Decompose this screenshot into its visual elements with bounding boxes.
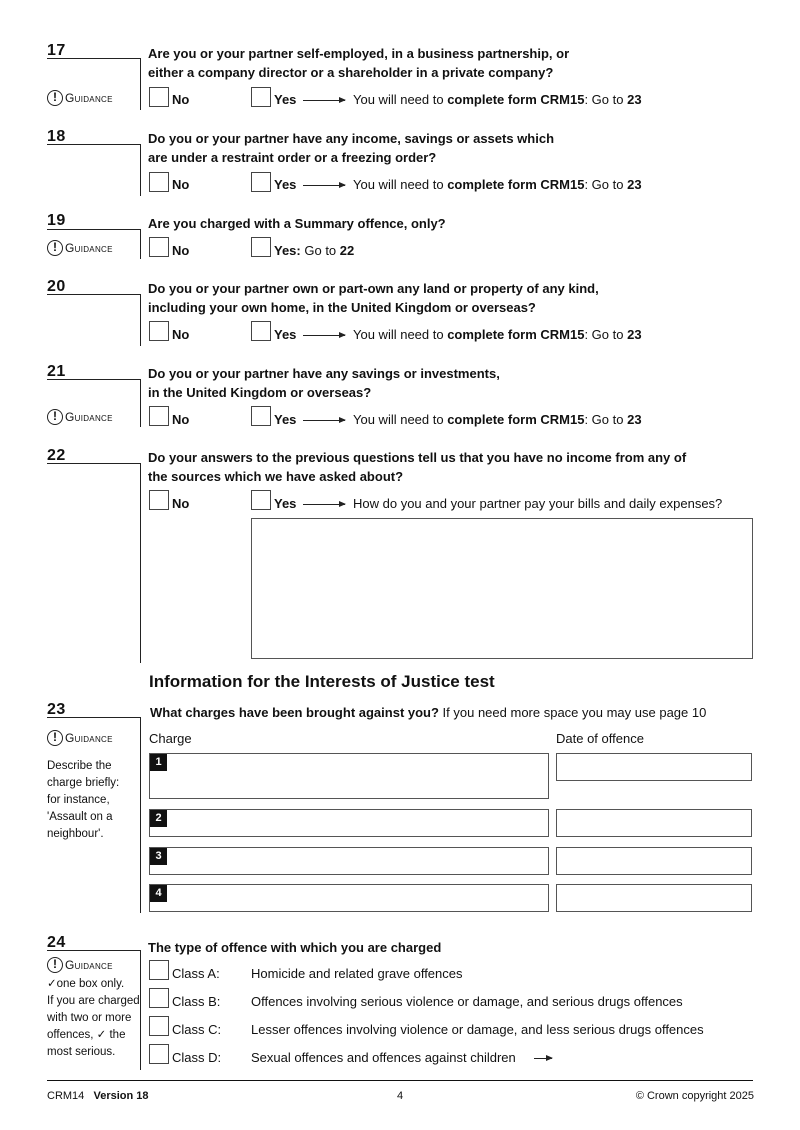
q22-instruction: How do you and your partner pay your bills and daily expenses? [353, 496, 723, 511]
class-c-label: Class C: [172, 1022, 222, 1037]
row-number: 4 [150, 885, 167, 902]
charge-column-label: Charge [149, 731, 192, 746]
class-b-description: Offences involving serious violence or damage, and serious drugs offences [251, 994, 683, 1009]
footer-form-id: CRM14 Version 18 [47, 1090, 149, 1102]
question-number-24: 24 [47, 934, 66, 951]
class-c-checkbox[interactable] [149, 1016, 169, 1036]
guidance-link-23[interactable]: ! Guidance [47, 730, 113, 746]
q19-no-label: No [172, 243, 190, 258]
arrow-icon [303, 420, 345, 421]
guidance-link-17[interactable]: ! Guidance [47, 90, 113, 106]
arrow-icon [303, 185, 345, 186]
q19-no-checkbox[interactable] [149, 237, 169, 257]
q20-no-label: No [172, 327, 190, 342]
q17-yes-label: Yes [274, 92, 297, 107]
q20-instruction: You will need to complete form CRM15: Go to 23 [353, 327, 642, 342]
question-number-21: 21 [47, 363, 66, 380]
q21-yes-label: Yes [274, 412, 297, 427]
charge-4-input[interactable] [149, 884, 549, 912]
guidance-link-24[interactable]: ! Guidance [47, 957, 113, 973]
q22-no-label: No [172, 496, 190, 511]
question-22-divider [140, 463, 141, 663]
arrow-icon [303, 100, 345, 101]
class-a-checkbox[interactable] [149, 960, 169, 980]
row-number: 3 [150, 848, 167, 865]
question-24-divider [140, 950, 141, 1070]
question-19-text: Are you charged with a Summary offence, only? [148, 216, 446, 231]
exclamation-icon: ! [47, 90, 63, 106]
q22-yes-label: Yes [274, 496, 297, 511]
question-number-17: 17 [47, 42, 66, 59]
q18-yes-checkbox[interactable] [251, 172, 271, 192]
question-18-text: Do you or your partner have any income, savings or assets which are under a restraint order or a freezing order? [148, 131, 555, 165]
question-21-text: Do you or your partner have any savings or investments, in the United Kingdom or overseas? [148, 366, 500, 400]
row-number: 1 [150, 754, 167, 771]
q17-yes-checkbox[interactable] [251, 87, 271, 107]
class-a-label: Class A: [172, 966, 220, 981]
q21-no-checkbox[interactable] [149, 406, 169, 426]
exclamation-icon: ! [47, 730, 63, 746]
q22-yes-checkbox[interactable] [251, 490, 271, 510]
question-20-text: Do you or your partner own or part-own any land or property of any kind, including your own home, in the United Kingdom or overseas? [148, 281, 599, 315]
question-23-text: What charges have been brought against you? If you need more space you may use page 10 [150, 705, 707, 720]
question-24-text: The type of offence with which you are charged [148, 940, 442, 955]
arrow-icon [303, 335, 345, 336]
date-column-label: Date of offence [556, 731, 644, 746]
q18-instruction: You will need to complete form CRM15: Go to 23 [353, 177, 642, 192]
question-number-22: 22 [47, 447, 66, 464]
question-number-19: 19 [47, 212, 66, 229]
class-d-label: Class D: [172, 1050, 222, 1065]
question-17-text: Are you or your partner self-employed, in a business partnership, or either a company director or a shareholder in a private company? [148, 46, 570, 80]
footer-rule [47, 1080, 753, 1081]
q17-no-checkbox[interactable] [149, 87, 169, 107]
q23-side-note: Describe the charge briefly: for instance, 'Assault on a neighbour'. [47, 760, 120, 840]
date-4-input[interactable] [556, 884, 752, 912]
class-d-description: Sexual offences and offences against children [251, 1050, 516, 1065]
row-number: 2 [150, 810, 167, 827]
q21-instruction: You will need to complete form CRM15: Go to 23 [353, 412, 642, 427]
q18-no-label: No [172, 177, 190, 192]
question-number-20: 20 [47, 278, 66, 295]
q21-yes-checkbox[interactable] [251, 406, 271, 426]
question-23-bracket [47, 717, 141, 729]
class-a-description: Homicide and related grave offences [251, 966, 463, 981]
q20-no-checkbox[interactable] [149, 321, 169, 341]
charge-2-input[interactable] [149, 809, 549, 837]
exclamation-icon: ! [47, 409, 63, 425]
question-22-bracket [47, 463, 141, 475]
guidance-link-19[interactable]: ! Guidance [47, 240, 113, 256]
date-3-input[interactable] [556, 847, 752, 875]
question-23-divider [140, 717, 141, 913]
exclamation-icon: ! [47, 240, 63, 256]
date-1-input[interactable] [556, 753, 752, 781]
class-d-checkbox[interactable] [149, 1044, 169, 1064]
q21-no-label: No [172, 412, 190, 427]
footer-copyright: © Crown copyright 2025 [635, 1090, 754, 1102]
q17-instruction: You will need to complete form CRM15: Go to 23 [353, 92, 642, 107]
q18-no-checkbox[interactable] [149, 172, 169, 192]
q20-yes-label: Yes [274, 327, 297, 342]
question-number-23: 23 [47, 701, 66, 718]
class-b-checkbox[interactable] [149, 988, 169, 1008]
q22-expenses-textarea[interactable] [251, 518, 753, 659]
class-c-description: Lesser offences involving violence or damage, and less serious drugs offences [251, 1022, 704, 1037]
question-20-bracket [47, 294, 141, 346]
q24-side-note: ✓one box only. If you are charged with two or more offences, ✓ the most serious. [47, 978, 140, 1058]
class-b-label: Class B: [172, 994, 221, 1009]
date-2-input[interactable] [556, 809, 752, 837]
exclamation-icon: ! [47, 957, 63, 973]
q20-yes-checkbox[interactable] [251, 321, 271, 341]
charge-1-input[interactable] [149, 753, 549, 799]
question-18-bracket [47, 144, 141, 196]
q22-no-checkbox[interactable] [149, 490, 169, 510]
continue-arrow-icon [534, 1058, 552, 1059]
guidance-link-21[interactable]: ! Guidance [47, 409, 113, 425]
section-heading: Information for the Interests of Justice test [149, 672, 495, 691]
page-number: 4 [397, 1090, 404, 1102]
q19-yes-label: Yes: Go to 22 [274, 243, 355, 258]
arrow-icon [303, 504, 345, 505]
q17-no-label: No [172, 92, 190, 107]
q19-yes-checkbox[interactable] [251, 237, 271, 257]
question-22-text: Do your answers to the previous questions tell us that you have no income from any of the sources which we have asked about? [148, 450, 687, 484]
question-number-18: 18 [47, 128, 66, 145]
charge-3-input[interactable] [149, 847, 549, 875]
q18-yes-label: Yes [274, 177, 297, 192]
